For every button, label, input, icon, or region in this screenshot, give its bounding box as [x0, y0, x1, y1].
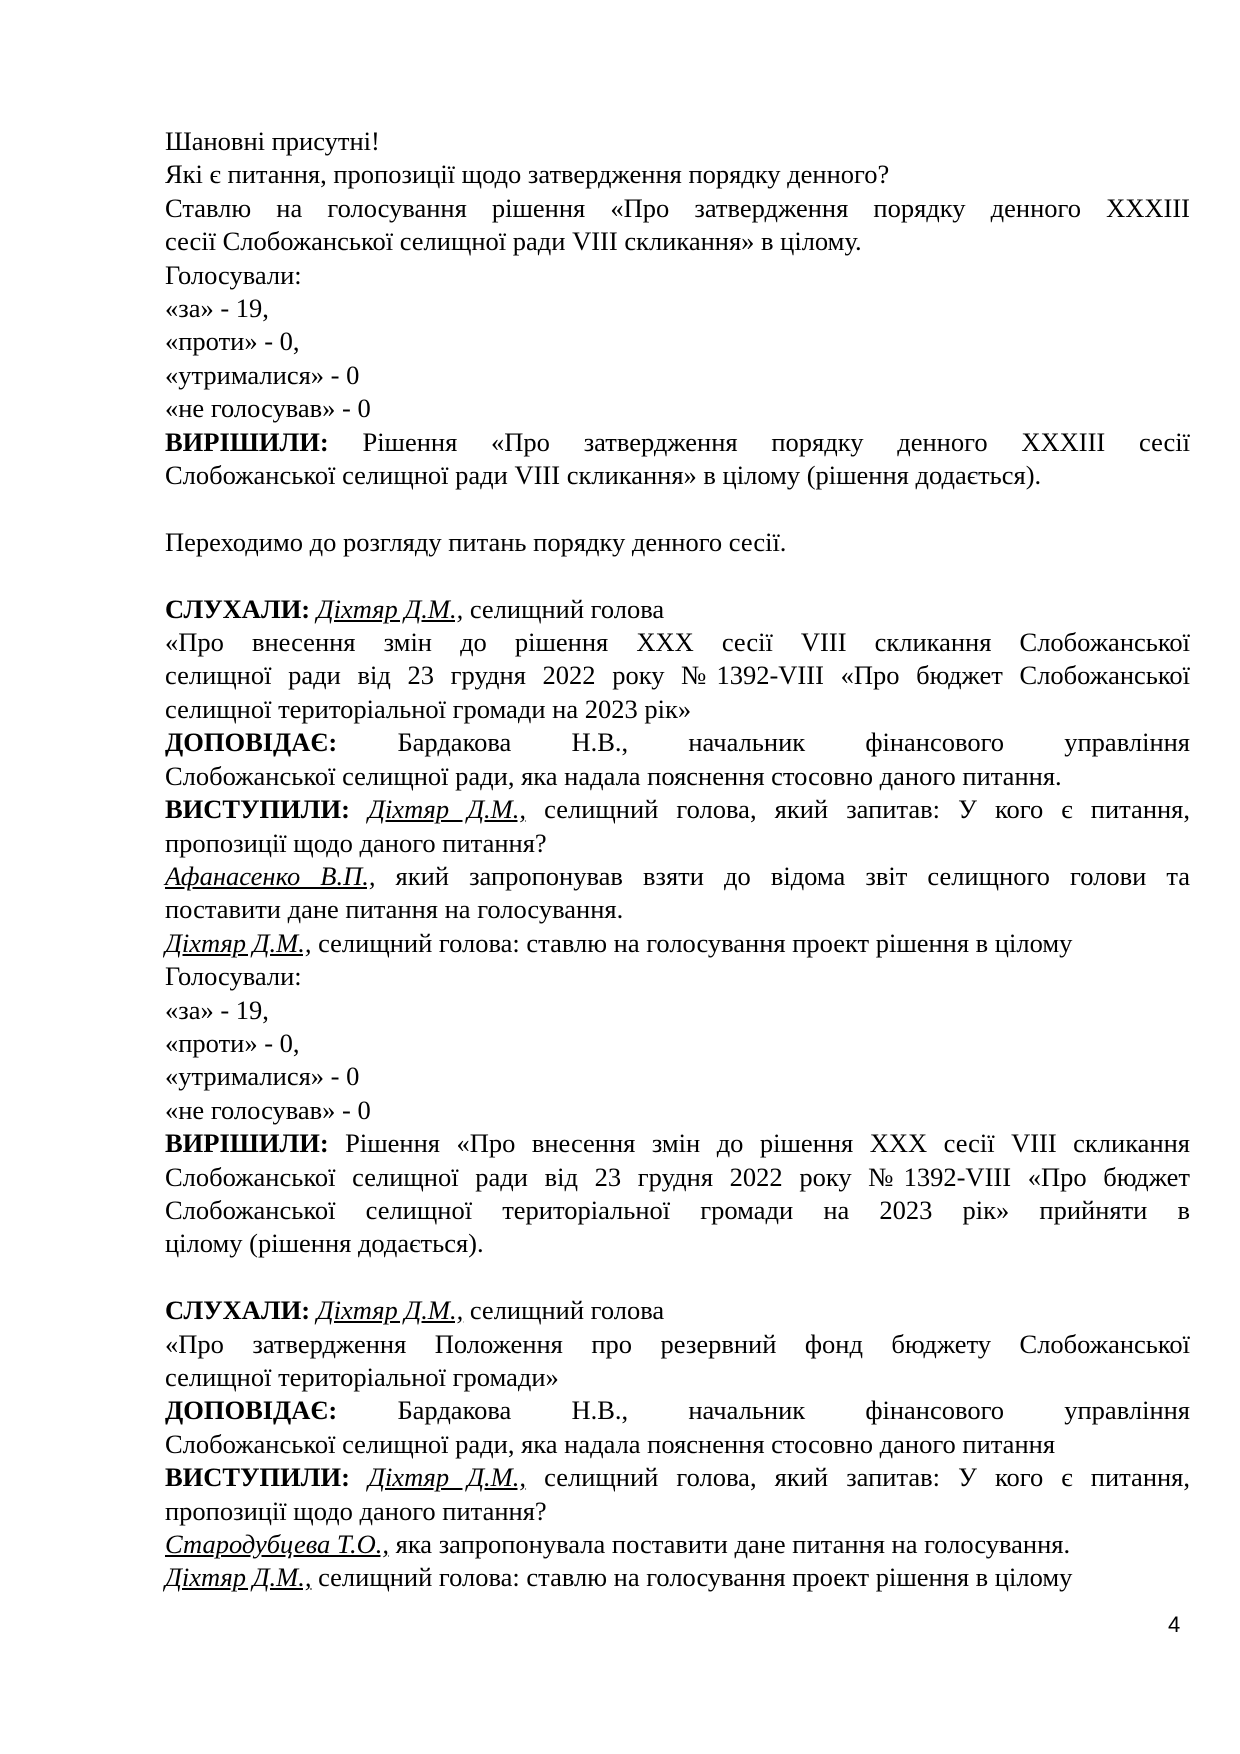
vote-proposal-line-2: сесії Слобожанської селищної ради VIII скликання» в цілому. — [165, 226, 862, 257]
heard-label: СЛУХАЛИ: — [165, 593, 311, 624]
spacer — [165, 1261, 1190, 1294]
transition-line: Переходимо до розгляду питань порядку денного сесії. — [165, 526, 787, 557]
proposal-text: яка запропонувала поставити дане питання на голосування. — [389, 1529, 1071, 1560]
decided-line-1 — [165, 426, 1190, 459]
decided-line-2: Слобожанської селищної ради від 23 грудня 2022 року №1392-VIII «Про бюджет — [165, 1161, 1190, 1192]
reporter-label: ДОПОВІДАЄ: — [165, 1395, 338, 1426]
reporter-line-1 — [165, 726, 1190, 759]
speaker-name: Діхтяр Д.М., — [316, 1295, 464, 1326]
voted-label: Голосували: — [165, 259, 302, 290]
greeting: Шановні присутні! — [165, 126, 380, 156]
spacer — [165, 559, 1190, 592]
item-title-line-2: селищної ради від 23 грудня 2022 року №1392-VIII «Про бюджет Слобожанської — [165, 660, 1190, 691]
speaker-name: Стародубцева Т.О., — [165, 1529, 390, 1560]
item-title-line-1: «Про внесення змін до рішення XXX сесії VIII скликання Слобожанської — [165, 627, 1190, 658]
heard-label: СЛУХАЛИ: — [165, 1295, 311, 1326]
reporter-line-2: Слобожанської селищної ради, яка надала пояснення стосовно даного питання — [165, 1428, 1056, 1459]
speaker-name: Діхтяр Д.М., — [316, 593, 464, 624]
question-line: Які є питання, пропозиції щодо затвердження порядку денного? — [165, 159, 890, 190]
spoke-text: селищний голова, який запитав: У кого є питання, — [526, 1462, 1190, 1493]
speaker-name: Діхтяр Д.М., — [165, 1562, 312, 1593]
proposal-line-1 — [165, 1528, 1190, 1561]
vote-not-voted: «не голосував» - 0 — [165, 1094, 371, 1125]
reporter-line-2: Слобожанської селищної ради, яка надала пояснення стосовно даного питання. — [165, 760, 1062, 791]
proposal-text: який запропонував взяти до відома звіт селищного голови та — [375, 860, 1190, 891]
vote-not-voted: «не голосував» - 0 — [165, 393, 371, 424]
spoke-line-1 — [165, 1461, 1190, 1494]
speaker-role: селищний голова — [463, 1295, 665, 1326]
vote-abstained: «утрималися» - 0 — [165, 359, 360, 390]
vote-for: «за» - 19, — [165, 293, 269, 324]
item-title-line-3: селищної територіальної громади на 2023 рік» — [165, 693, 692, 724]
page-number: 4 — [1168, 1612, 1181, 1637]
spoke-label: ВИСТУПИЛИ: — [165, 794, 350, 825]
vote-for: «за» - 19, — [165, 994, 269, 1025]
reporter-text: Бардакова Н.В., начальник фінансового управління — [337, 1395, 1190, 1426]
reporter-line-1 — [165, 1394, 1190, 1427]
proposal-line-2: поставити дане питання на голосування. — [165, 894, 624, 925]
spoke-line-2: пропозиції щодо даного питання? — [165, 1495, 547, 1526]
spoke-label: ВИСТУПИЛИ: — [165, 1462, 350, 1493]
chair-vote-text: селищний голова: ставлю на голосування проект рішення в цілому — [311, 1562, 1073, 1593]
speaker-name: Діхтяр Д.М., — [165, 927, 312, 958]
spacer — [165, 492, 1190, 525]
spoke-line-1 — [165, 793, 1190, 826]
vote-against: «проти» - 0, — [165, 1027, 300, 1058]
voted-label: Голосували: — [165, 961, 302, 992]
decided-label: ВИРІШИЛИ: — [165, 426, 329, 457]
reporter-label: ДОПОВІДАЄ: — [165, 727, 338, 758]
speaker-name: Діхтяр Д.М., — [368, 794, 527, 825]
decided-label: ВИРІШИЛИ: — [165, 1128, 329, 1159]
decided-text: Рішення «Про затвердження порядку денного XXXIII сесії — [328, 426, 1190, 457]
decided-line-4: цілому (рішення додається). — [165, 1228, 484, 1259]
speaker-name: Афанасенко В.П., — [165, 860, 376, 891]
spoke-line-2: пропозиції щодо даного питання? — [165, 827, 547, 858]
vote-abstained: «утрималися» - 0 — [165, 1061, 360, 1092]
item-title-line-1: «Про затвердження Положення про резервний фонд бюджету Слобожанської — [165, 1328, 1190, 1359]
decided-line-3: Слобожанської селищної територіальної громади на 2023 рік» прийняти в — [165, 1194, 1190, 1225]
heard-line — [165, 1294, 1190, 1327]
reporter-text: Бардакова Н.В., начальник фінансового управління — [337, 727, 1190, 758]
vote-against: «проти» - 0, — [165, 326, 300, 357]
decided-line-1 — [165, 1127, 1190, 1160]
chair-vote-line — [165, 1561, 1190, 1594]
heard-line — [165, 593, 1190, 626]
decided-line-2: Слобожанської селищної ради VIII скликання» в цілому (рішення додається). — [165, 460, 1042, 491]
chair-vote-text: селищний голова: ставлю на голосування проект рішення в цілому — [311, 927, 1073, 958]
proposal-line-1 — [165, 860, 1190, 893]
chair-vote-line — [165, 927, 1190, 960]
spoke-text: селищний голова, який запитав: У кого є питання, — [526, 794, 1190, 825]
speaker-name: Діхтяр Д.М., — [368, 1462, 527, 1493]
item-title-line-2: селищної територіальної громади» — [165, 1361, 559, 1392]
speaker-role: селищний голова — [463, 593, 665, 624]
vote-proposal-line-1: Ставлю на голосування рішення «Про затвердження порядку денного XXXIII — [165, 192, 1190, 223]
decided-text: Рішення «Про внесення змін до рішення XXX сесії VIII скликання — [328, 1128, 1190, 1159]
document-body — [165, 125, 1190, 1595]
